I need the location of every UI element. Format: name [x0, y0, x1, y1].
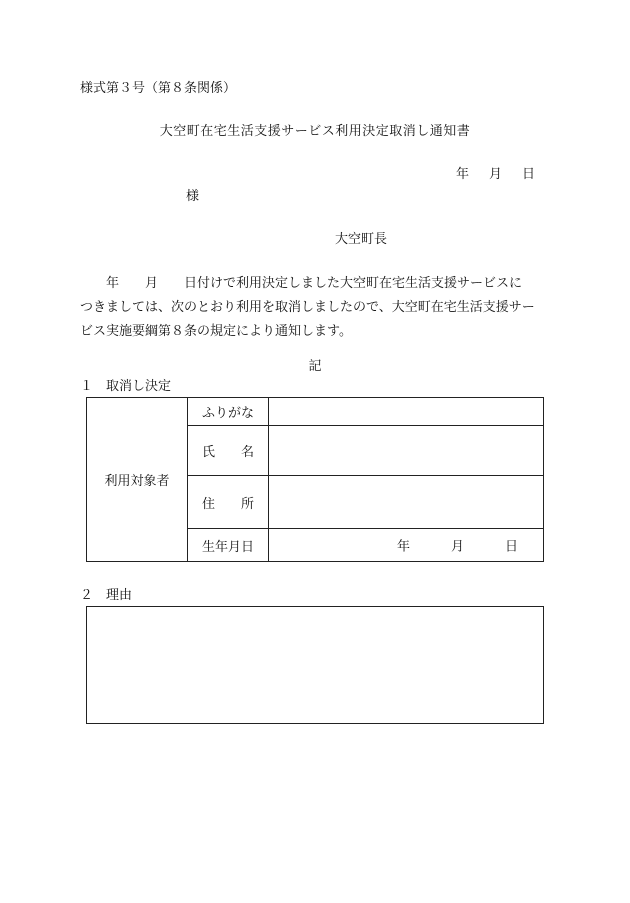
addressee-honorific: 様	[186, 189, 200, 204]
form-number: 様式第３号（第８条関係）	[80, 81, 237, 96]
section2-heading: ２ 理由	[80, 588, 133, 603]
name-field[interactable]	[269, 426, 544, 476]
notice-body-line: つきましては、次のとおり利用を取消しましたので、大空町在宅生活支援サー	[80, 300, 535, 315]
address-field[interactable]	[269, 476, 544, 529]
target-person-label: 利用対象者	[87, 398, 188, 562]
notice-body	[80, 272, 552, 344]
name-label: 氏 名	[188, 426, 269, 476]
document-title: 大空町在宅生活支援サービス利用決定取消し通知書	[159, 124, 471, 139]
sender-name: 大空町長	[335, 232, 388, 247]
notice-body-line: ビス実施要綱第８条の規定により通知します。	[80, 324, 352, 339]
table-row	[87, 398, 544, 426]
notice-body-line: 年 月 日付けで利用決定しました大空町在宅生活支援サービスに	[80, 276, 523, 291]
issue-date-year: 年	[456, 167, 470, 182]
issue-date-day: 日	[522, 167, 536, 182]
reason-field[interactable]	[86, 606, 544, 724]
issue-date	[456, 168, 535, 181]
furigana-label: ふりがな	[188, 398, 269, 426]
birthdate-day: 日	[505, 539, 519, 555]
address-label: 住 所	[188, 476, 269, 529]
cancellation-table	[86, 397, 544, 562]
ki-marker: 記	[308, 359, 322, 374]
birthdate-year: 年	[397, 539, 411, 555]
section1-heading: １ 取消し決定	[80, 379, 172, 394]
birthdate-field[interactable]	[269, 529, 544, 562]
issue-date-month: 月	[489, 167, 503, 182]
birthdate-label: 生年月日	[188, 529, 269, 562]
furigana-field[interactable]	[269, 398, 544, 426]
birthdate-month: 月	[451, 539, 465, 555]
